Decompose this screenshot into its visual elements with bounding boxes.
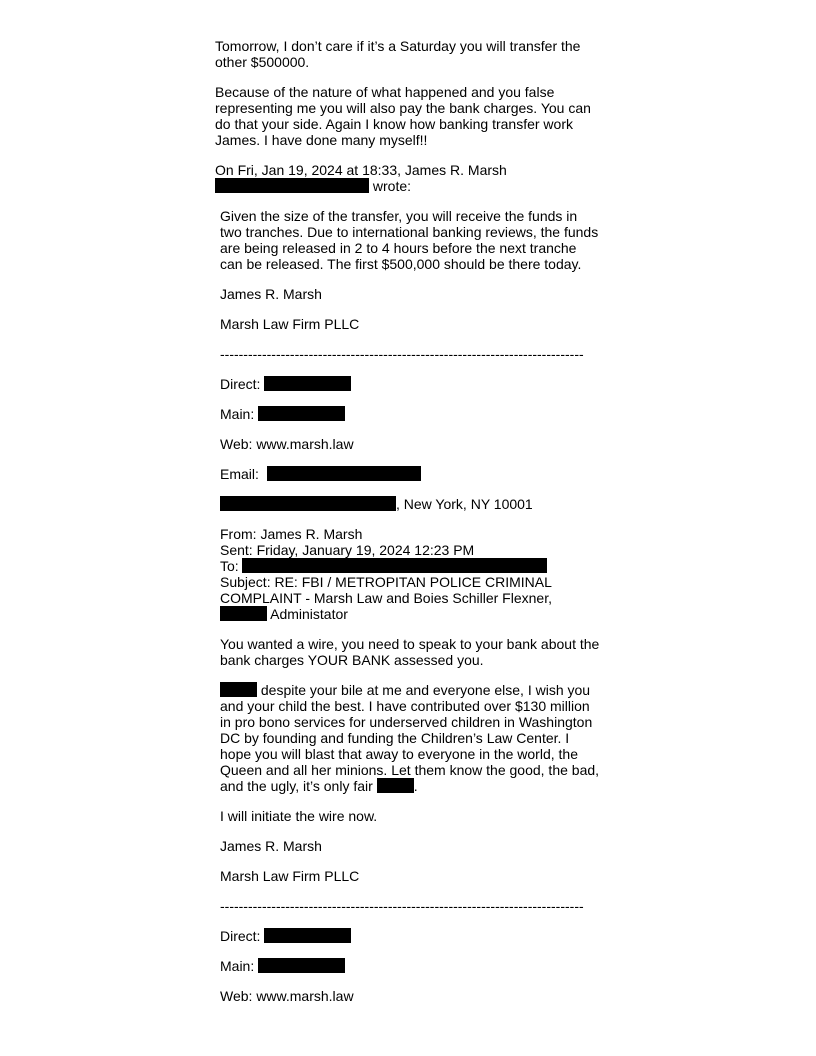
- header-from: From: James R. Marsh: [220, 526, 363, 542]
- redacted-main-phone: [258, 406, 345, 421]
- redacted-email-block: [215, 178, 369, 193]
- attribution-suffix: wrote:: [372, 178, 412, 194]
- redacted-name: [220, 606, 267, 621]
- signature-name: James R. Marsh: [220, 286, 322, 302]
- header-to: To:: [220, 558, 600, 574]
- quoted-paragraph-4: I will initiate the wire now.: [220, 808, 378, 824]
- signature-email: Email:: [220, 466, 600, 482]
- redacted-street-address: [220, 496, 396, 511]
- signature2-direct: Direct:: [220, 928, 600, 944]
- reply-paragraph-1: Tomorrow, I don’t care if it’s a Saturday you will transfer the other $500000.: [215, 38, 581, 70]
- signature-divider: ------------------------------------------------------------------------------: [220, 346, 584, 362]
- redacted-direct-phone: [264, 376, 351, 391]
- signature2-firm: Marsh Law Firm PLLC: [220, 868, 360, 884]
- signature2-name: James R. Marsh: [220, 838, 322, 854]
- forwarded-header: [220, 526, 600, 622]
- reply-paragraph-2: Because of the nature of what happened and you false representing me you will also pay the bank charges. You can do that your side. Again I know how banking transfer work James. I have done many myself!!: [215, 84, 591, 148]
- redacted-name: [220, 682, 257, 697]
- redacted-main-phone: [258, 958, 345, 973]
- redacted-email: [267, 466, 421, 481]
- header-sent: Sent: Friday, January 19, 2024 12:23 PM: [220, 542, 475, 558]
- signature-web: Web: www.marsh.law: [220, 436, 354, 452]
- quoted-paragraph-3: despite your bile at me and everyone else, I wish you and your child the best. I have contributed over $130 million in pro bono services for underserved children in Washington DC by founding and funding the Children’s Law Center. I hope you will blast that away to everyone in the world, the Queen and all her minions. Let them know the good, the bad, and the ugly, it’s only fair .: [220, 682, 600, 794]
- redacted-recipients: [242, 558, 547, 573]
- reply-attribution: [215, 162, 600, 194]
- signature-address: , New York, NY 10001: [220, 496, 600, 512]
- signature2-web: Web: www.marsh.law: [220, 988, 354, 1004]
- attribution-prefix: On Fri, Jan 19, 2024 at 18:33, James R. Marsh: [215, 162, 507, 178]
- quoted-paragraph-1: Given the size of the transfer, you will receive the funds in two tranches. Due to international banking reviews, the funds are being released in 2 to 4 hours before the next tranche can be released. The first $500,000 should be there today.: [220, 208, 599, 272]
- redacted-direct-phone: [264, 928, 351, 943]
- header-subject: Subject: RE: FBI / METROPITAN POLICE CRIMINAL COMPLAINT - Marsh Law and Boies Schiller Flexner, Administator: [220, 574, 552, 622]
- signature-direct: Direct:: [220, 376, 600, 392]
- signature-firm: Marsh Law Firm PLLC: [220, 316, 360, 332]
- signature2-divider: ------------------------------------------------------------------------------: [220, 898, 584, 914]
- email-document: [215, 38, 600, 1018]
- signature2-main: Main:: [220, 958, 600, 974]
- quoted-paragraph-2: You wanted a wire, you need to speak to your bank about the bank charges YOUR BANK assessed you.: [220, 636, 600, 668]
- signature-main: Main:: [220, 406, 600, 422]
- quoted-message: [220, 208, 600, 1004]
- redacted-name: [377, 778, 414, 793]
